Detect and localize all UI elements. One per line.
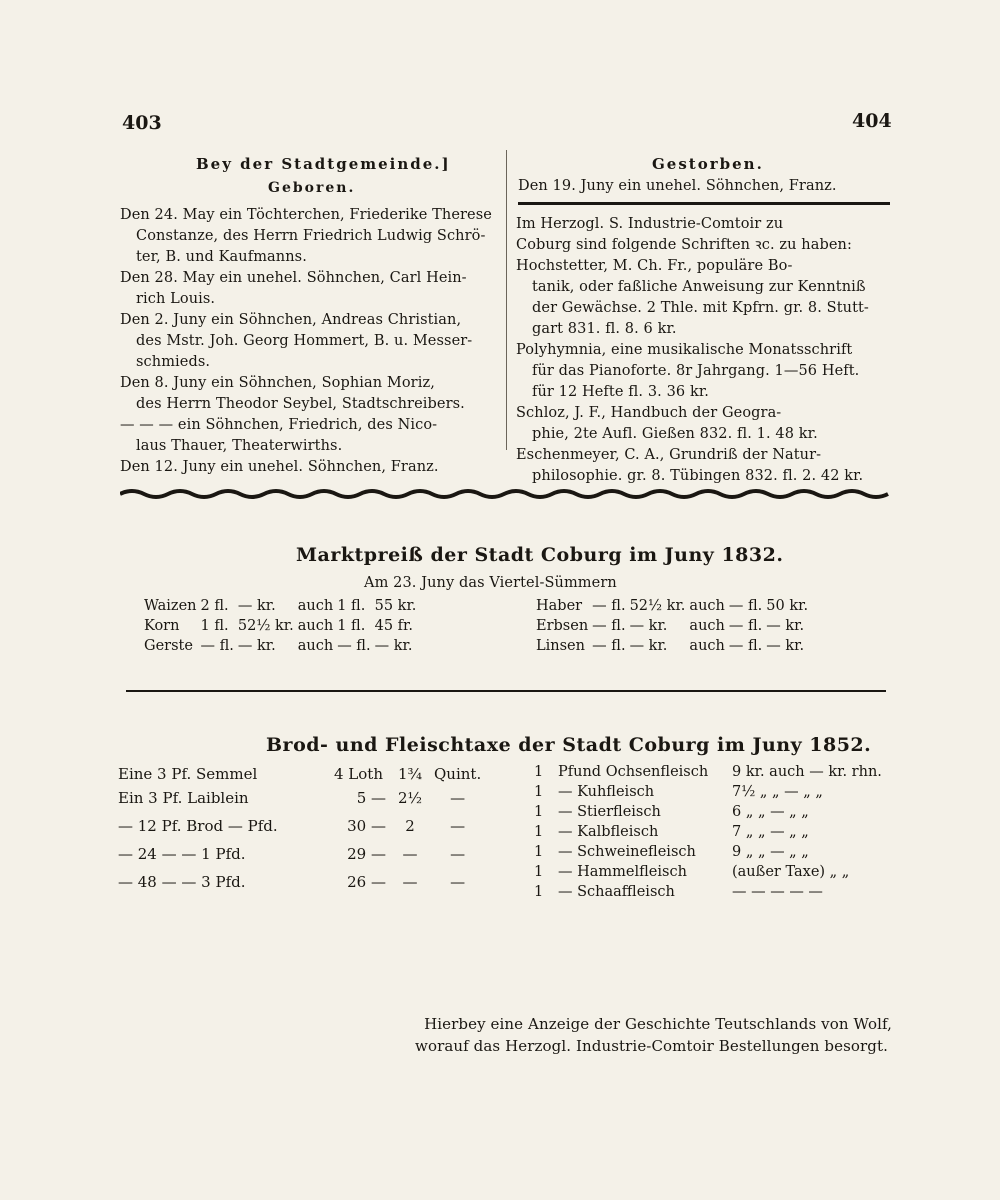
price-cell: 52½ kr. (629, 598, 686, 614)
table-row (118, 812, 485, 840)
birth-line: des Mstr. Joh. Georg Hommert, B. u. Messer- (136, 333, 473, 349)
grain-name: Haber (536, 598, 583, 614)
thick-rule (518, 202, 890, 205)
price-cell: — kr. (629, 618, 668, 634)
table-row (534, 762, 886, 782)
bread-item: — 48 — — 3 Pfd. (118, 873, 246, 891)
auch-cell: auch (297, 638, 334, 654)
column-divider (506, 150, 507, 450)
price-cell: — kr. (237, 598, 276, 614)
horizontal-rule (126, 690, 886, 692)
meat-price: 7 „ „ — „ „ (732, 824, 809, 840)
bread-table (118, 764, 485, 896)
quantity-cell: 1 (534, 844, 544, 860)
auch-cell: auch (689, 618, 725, 634)
auch-cell: auch (297, 618, 334, 634)
ad-line: philosophie. gr. 8. Tübingen 832. fl. 2. 42 kr. (532, 468, 864, 484)
ad-line: Coburg sind folgende Schriften ꝛc. zu haben: (516, 237, 852, 253)
price-cell: — fl. (337, 638, 371, 654)
subheading-geboren: Geboren. (268, 180, 356, 196)
auch-cell: auch (297, 598, 334, 614)
price-cell: — fl. (728, 618, 763, 634)
section-heading-gestorben: Gestorben. (652, 155, 764, 173)
meat-item: — Stierfleisch (558, 804, 661, 820)
wavy-ornament-divider (120, 486, 890, 502)
meat-item: — Kalbfleisch (558, 824, 659, 840)
bread-item: Ein 3 Pf. Laiblein (118, 789, 249, 807)
price-cell: — kr. (237, 638, 276, 654)
table-row (536, 616, 812, 636)
price-cell: — fl. (592, 638, 626, 654)
auch-cell: auch (689, 598, 725, 614)
grain-name: Erbsen (536, 618, 589, 634)
death-entry: Den 19. Juny ein unehel. Söhnchen, Franz. (518, 178, 837, 194)
birth-line: Den 24. May ein Töchterchen, Friederike Therese (120, 207, 492, 223)
table-row (118, 784, 485, 812)
meat-item: Pfund Ochsenfleisch (558, 764, 709, 780)
bread-tax-title: Brod- und Fleischtaxe der Stadt Coburg im Juny 1852. (266, 734, 872, 756)
ad-line: Eschenmeyer, C. A., Grundriß der Natur- (516, 447, 822, 463)
table-row (144, 616, 420, 636)
meat-item: — Schweinefleisch (558, 844, 696, 860)
weight-loth: 30 — (347, 817, 386, 835)
ad-line: phie, 2te Aufl. Gießen 832. fl. 1. 48 kr. (532, 426, 818, 442)
section-heading-stadtgemeinde: Bey der Stadtgemeinde.] (196, 155, 451, 173)
bread-item: — 12 Pf. Brod — Pfd. (118, 817, 278, 835)
quantity-cell: 1 (534, 884, 544, 900)
meat-table (534, 762, 886, 902)
birth-line: ter, B. und Kaufmanns. (136, 249, 307, 265)
market-date-line: Am 23. Juny das Viertel-Sümmern (364, 575, 617, 591)
table-row (118, 868, 485, 896)
meat-item: — Kuhfleisch (558, 784, 655, 800)
auch-cell: auch (689, 638, 725, 654)
weight-quint: 2½ (397, 789, 423, 807)
meat-price: (außer Taxe) „ „ (732, 864, 850, 880)
meat-price: — — — — — (732, 884, 823, 900)
page-number-right: 404 (852, 110, 892, 132)
price-cell: — fl. (592, 618, 626, 634)
quantity-cell: 1 (534, 824, 544, 840)
price-cell: 52½ kr. (237, 618, 294, 634)
price-cell: 1 fl. (337, 618, 366, 634)
meat-price: 7½ „ „ — „ „ (732, 784, 823, 800)
weight-quint: 1¾ (397, 765, 423, 783)
table-row (534, 802, 886, 822)
table-row (118, 764, 485, 784)
ad-line: Im Herzogl. S. Industrie-Comtoir zu (516, 216, 784, 232)
meat-price: 6 „ „ — „ „ (732, 804, 809, 820)
ad-line: der Gewächse. 2 Thle. mit Kpfrn. gr. 8. Stutt- (532, 300, 869, 316)
price-cell: — fl. (728, 598, 763, 614)
weight-loth: 26 — (347, 873, 386, 891)
ad-line: Polyhymnia, eine musikalische Monatsschrift (516, 342, 853, 358)
price-cell: 45 fr. (374, 618, 413, 634)
grain-name: Waizen (144, 598, 197, 614)
grain-name: Gerste (144, 638, 193, 654)
quantity-cell: 1 (534, 764, 544, 780)
unit-cell: — (450, 789, 466, 807)
meat-item: — Hammelfleisch (558, 864, 687, 880)
birth-line: des Herrn Theodor Seybel, Stadtschreibers. (136, 396, 465, 412)
table-row (534, 782, 886, 802)
table-row (536, 596, 812, 616)
quantity-cell: 1 (534, 784, 544, 800)
bread-item: Eine 3 Pf. Semmel (118, 765, 258, 783)
table-row (536, 636, 812, 656)
price-cell: — kr. (766, 638, 805, 654)
table-row (534, 862, 886, 882)
grain-name: Linsen (536, 638, 585, 654)
birth-line: laus Thauer, Theaterwirths. (136, 438, 343, 454)
weight-quint: — (402, 845, 418, 863)
price-cell: — kr. (374, 638, 413, 654)
price-cell: — fl. (200, 638, 234, 654)
page-number-left: 403 (122, 112, 162, 134)
unit-cell: — (450, 817, 466, 835)
birth-line: Den 12. Juny ein unehel. Söhnchen, Franz. (120, 459, 439, 475)
market-table-right (536, 596, 812, 656)
price-cell: 55 kr. (374, 598, 417, 614)
birth-line: rich Louis. (136, 291, 216, 307)
quantity-cell: 1 (534, 804, 544, 820)
ad-line: für das Pianoforte. 8r Jahrgang. 1—56 Heft. (532, 363, 860, 379)
footer-notice-line-1: Hierbey eine Anzeige der Geschichte Teutschlands von Wolf, (424, 1015, 892, 1033)
price-cell: — kr. (766, 618, 805, 634)
weight-quint: — (402, 873, 418, 891)
meat-price: 9 kr. auch — kr. rhn. (732, 764, 882, 780)
unit-cell: — (450, 845, 466, 863)
bread-item: — 24 — — 1 Pfd. (118, 845, 246, 863)
weight-loth: 5 — (356, 789, 386, 807)
grain-name: Korn (144, 618, 180, 634)
market-title: Marktpreiß der Stadt Coburg im Juny 1832. (296, 544, 784, 566)
price-cell: 1 fl. (200, 618, 229, 634)
ad-line: für 12 Hefte fl. 3. 36 kr. (532, 384, 709, 400)
table-row (534, 882, 886, 902)
table-row (534, 842, 886, 862)
table-row (118, 840, 485, 868)
ad-line: tanik, oder faßliche Anweisung zur Kenntniß (532, 279, 866, 295)
footer-notice-line-2: worauf das Herzogl. Industrie-Comtoir Bestellungen besorgt. (415, 1037, 888, 1055)
ad-line: Hochstetter, M. Ch. Fr., populäre Bo- (516, 258, 793, 274)
ad-line: gart 831. fl. 8. 6 kr. (532, 321, 677, 337)
weight-quint: 2 (405, 817, 415, 835)
birth-line: schmieds. (136, 354, 211, 370)
meat-item: — Schaaffleisch (558, 884, 675, 900)
weight-loth: 29 — (347, 845, 386, 863)
table-row (534, 822, 886, 842)
price-cell: 50 kr. (766, 598, 809, 614)
unit-cell: Quint. (434, 765, 482, 783)
unit-cell: — (450, 873, 466, 891)
table-row (144, 596, 420, 616)
table-row (144, 636, 420, 656)
price-cell: 1 fl. (337, 598, 366, 614)
weight-loth: 4 Loth (334, 765, 383, 783)
price-cell: — fl. (592, 598, 626, 614)
market-table-left (144, 596, 420, 656)
birth-line: Constanze, des Herrn Friedrich Ludwig Schrö- (136, 228, 486, 244)
births-list (120, 205, 500, 478)
birth-line: — — — ein Söhnchen, Friedrich, des Nico- (120, 417, 438, 433)
ad-line: Schloz, J. F., Handbuch der Geogra- (516, 405, 782, 421)
birth-line: Den 2. Juny ein Söhnchen, Andreas Christian, (120, 312, 462, 328)
birth-line: Den 8. Juny ein Söhnchen, Sophian Moriz, (120, 375, 435, 391)
price-cell: — kr. (629, 638, 668, 654)
meat-price: 9 „ „ — „ „ (732, 844, 809, 860)
book-advertisements (516, 214, 896, 487)
price-cell: 2 fl. (200, 598, 229, 614)
price-cell: — fl. (728, 638, 763, 654)
birth-line: Den 28. May ein unehel. Söhnchen, Carl Hein- (120, 270, 467, 286)
quantity-cell: 1 (534, 864, 544, 880)
